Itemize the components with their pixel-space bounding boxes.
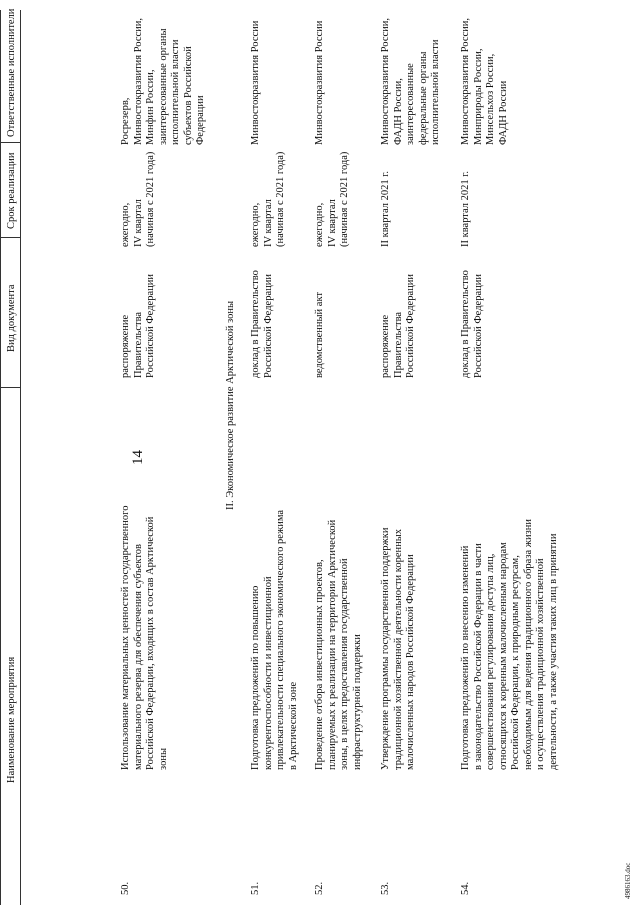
table-rule-top: [0, 10, 1, 905]
table-rule-col: [0, 237, 20, 238]
header-measure: Наименование мероприятия: [6, 656, 17, 783]
table-rule-col: [0, 142, 20, 143]
doc-type-text: распоряжение Правительства Российской Федерации: [120, 274, 156, 378]
header-doc-type: Вид документа: [6, 284, 17, 352]
row-number: 53.: [380, 881, 391, 895]
doc-type-text: ведомственный акт: [314, 291, 325, 378]
row-number: 50.: [120, 881, 131, 895]
deadline-text: ежегодно, IV квартал (начиная с 2021 года): [314, 151, 350, 247]
section-title: II. Экономическое развитие Арктической зоны: [225, 300, 236, 510]
measure-text: Подготовка предложений по повышению конкурентоспособности и инвестиционной привлекательности специального экономического режима в Арктической зоне: [250, 509, 299, 770]
doc-type-text: доклад в Правительство Российской Федерации: [250, 270, 274, 378]
measure-text: Использование материальных ценностей государственного материального резерва для обеспечения субъектов Российской Федерации, входящих в состав Арктической зоны: [120, 505, 169, 770]
executors-text: Минвостокразвития России, ФАДН России, заинтересованные федеральные органы исполнительной власти: [380, 17, 441, 145]
deadline-text: II квартал 2021 г.: [460, 170, 471, 247]
executors-text: Минвостокразвития России: [314, 20, 325, 145]
page-number: 14: [130, 450, 146, 465]
row-number: 51.: [250, 881, 261, 895]
executors-text: Росрезерв, Минвостокразвития России, Минфин России, заинтересованные органы исполнительной власти субъектов Российской Федерации: [120, 17, 206, 145]
deadline-text: ежегодно, IV квартал (начиная с 2021 года): [250, 151, 286, 247]
deadline-text: II квартал 2021 г.: [380, 170, 391, 247]
doc-type-text: доклад в Правительство Российской Федерации: [460, 270, 484, 378]
row-number: 52.: [314, 881, 325, 895]
executors-text: Минвостокразвития России, Минприроды России, Минсельхоз России, ФАДН России: [460, 17, 509, 145]
header-executors: Ответственные исполнители: [6, 8, 17, 137]
table-rule-col: [0, 387, 20, 388]
executors-text: Минвостокразвития России: [250, 20, 261, 145]
measure-text: Утверждение программы государственной поддержки традиционной хозяйственной деятельности коренных малочисленных народов Российской Федерации: [380, 527, 416, 770]
doc-type-text: распоряжение Правительства Российской Федерации: [380, 274, 416, 378]
measure-text: Проведение отбора инвестиционных проектов, планируемых к реализации на территории Арктической зоны, в целях предоставления государственной инфраструктурной поддержки: [314, 519, 363, 770]
row-number: 54.: [460, 881, 471, 895]
document-code: 4986163.doc: [624, 862, 632, 899]
table-rule-header: [20, 10, 21, 905]
deadline-text: ежегодно, IV квартал (начиная с 2021 года): [120, 151, 156, 247]
header-deadline: Срок реализации: [6, 152, 17, 229]
measure-text: Подготовка предложений по внесению изменений в законодательство Российской Федерации в части совершенствования регулирования доступа лиц, относящихся к коренным малочисленным народам Российской Федерации, к природным ресурсам, необходимым для ведения традиционного образа жизни и осуществления традиционной хозяйственной деятельности, а также участия таких лиц в принятии: [460, 518, 559, 770]
